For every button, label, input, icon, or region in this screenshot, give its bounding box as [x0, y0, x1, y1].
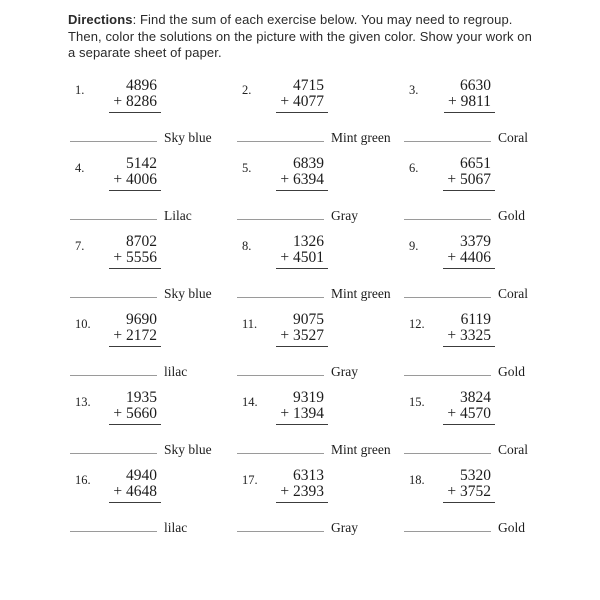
- addition-stack: [276, 390, 328, 425]
- addition-stack: [276, 312, 328, 347]
- color-label: Sky blue: [164, 285, 212, 301]
- exercise-number: 18.: [409, 472, 425, 487]
- answer-row: [232, 206, 399, 224]
- answer-row: [399, 284, 566, 302]
- answer-row: [232, 128, 399, 146]
- addend-bottom: + 2393: [276, 484, 328, 503]
- addition-stack: [109, 156, 161, 191]
- color-label: Coral: [498, 285, 528, 301]
- answer-row: [65, 518, 232, 536]
- addend-top: 3379: [460, 232, 491, 250]
- addition-stack: [109, 234, 161, 269]
- color-label: Gold: [498, 363, 525, 379]
- addend-top: 8702: [126, 232, 157, 250]
- color-label: lilac: [164, 363, 188, 379]
- exercise-problem: [65, 390, 161, 425]
- exercise-number: 16.: [75, 472, 91, 487]
- exercise: [399, 312, 566, 390]
- color-label: Sky blue: [164, 441, 212, 457]
- answer-row: [399, 362, 566, 380]
- addition-stack: [443, 468, 495, 503]
- addition-stack: [276, 234, 328, 269]
- answer-blank-line: [237, 362, 324, 376]
- answer-row: [65, 128, 232, 146]
- exercise-number: 3.: [409, 82, 419, 97]
- answer-blank-line: [70, 284, 157, 298]
- directions-line1: : Find the sum of each exercise below. You may need to regroup.: [132, 12, 513, 27]
- answer-row: [65, 284, 232, 302]
- addition-stack: [276, 78, 328, 113]
- addend-bottom: + 4006: [109, 172, 161, 191]
- addition-stack: [109, 468, 161, 503]
- exercise-problem: [65, 468, 161, 503]
- exercise-problem: [399, 156, 495, 191]
- answer-blank-line: [404, 206, 491, 220]
- exercise-problem: [232, 312, 328, 347]
- exercise: [232, 390, 399, 468]
- exercise-problem: [399, 312, 495, 347]
- addition-stack: [276, 468, 328, 503]
- addend-top: 3824: [460, 388, 491, 406]
- answer-blank-line: [70, 362, 157, 376]
- addend-bottom: + 9811: [444, 94, 495, 113]
- color-label: Lilac: [164, 207, 192, 223]
- addition-stack: [443, 234, 495, 269]
- exercise-problem: [65, 312, 161, 347]
- color-label: Coral: [498, 129, 528, 145]
- addend-bottom: + 2172: [109, 328, 161, 347]
- answer-blank-line: [237, 206, 324, 220]
- addend-bottom: + 4406: [443, 250, 495, 269]
- addend-bottom: + 3527: [276, 328, 328, 347]
- exercise-number: 6.: [409, 160, 419, 175]
- exercise: [65, 390, 232, 468]
- addend-bottom: + 1394: [276, 406, 328, 425]
- exercise-problem: [232, 468, 328, 503]
- answer-row: [65, 440, 232, 458]
- answer-row: [399, 518, 566, 536]
- exercise-problem: [65, 234, 161, 269]
- exercise: [399, 234, 566, 312]
- answer-blank-line: [404, 128, 491, 142]
- addend-top: 5142: [126, 154, 157, 172]
- exercise: [65, 468, 232, 546]
- answer-blank-line: [237, 128, 324, 142]
- addend-top: 1935: [126, 388, 157, 406]
- exercise: [232, 312, 399, 390]
- answer-row: [399, 440, 566, 458]
- addend-top: 4715: [293, 76, 324, 94]
- color-label: Coral: [498, 441, 528, 457]
- addition-stack: [443, 390, 495, 425]
- addend-bottom: + 4501: [276, 250, 328, 269]
- color-label: Gray: [331, 207, 358, 223]
- exercise: [65, 78, 232, 156]
- color-label: Gold: [498, 519, 525, 535]
- answer-blank-line: [70, 128, 157, 142]
- addend-bottom: + 8286: [109, 94, 161, 113]
- addend-top: 4940: [126, 466, 157, 484]
- answer-row: [399, 206, 566, 224]
- answer-row: [399, 128, 566, 146]
- exercise-problem: [65, 78, 161, 113]
- exercise-number: 10.: [75, 316, 91, 331]
- addend-top: 6630: [460, 76, 491, 94]
- exercise: [232, 468, 399, 546]
- exercise: [232, 234, 399, 312]
- exercise-problem: [399, 468, 495, 503]
- answer-blank-line: [237, 440, 324, 454]
- exercise: [232, 156, 399, 234]
- color-label: Gray: [331, 363, 358, 379]
- exercise: [65, 312, 232, 390]
- directions-paragraph: [0, 0, 554, 62]
- color-label: Mint green: [331, 285, 391, 301]
- addend-bottom: + 4648: [109, 484, 161, 503]
- addend-top: 9075: [293, 310, 324, 328]
- directions-label: Directions: [68, 12, 133, 27]
- addend-top: 4896: [126, 76, 157, 94]
- exercise: [65, 156, 232, 234]
- exercise-number: 11.: [242, 316, 258, 331]
- exercise-problem: [399, 78, 495, 113]
- addend-bottom: + 3752: [443, 484, 495, 503]
- addition-stack: [109, 78, 161, 113]
- color-label: Gray: [331, 519, 358, 535]
- addend-top: 6839: [293, 154, 324, 172]
- answer-blank-line: [70, 518, 157, 532]
- answer-row: [232, 284, 399, 302]
- answer-blank-line: [404, 362, 491, 376]
- color-label: lilac: [164, 519, 188, 535]
- addend-bottom: + 5660: [109, 406, 161, 425]
- addend-top: 9690: [126, 310, 157, 328]
- exercise-number: 13.: [75, 394, 91, 409]
- exercise-number: 9.: [409, 238, 419, 253]
- addition-stack: [444, 78, 495, 113]
- answer-blank-line: [404, 440, 491, 454]
- addend-bottom: + 5067: [443, 172, 495, 191]
- exercise-number: 14.: [242, 394, 258, 409]
- exercise-number: 15.: [409, 394, 425, 409]
- answer-blank-line: [237, 284, 324, 298]
- answer-blank-line: [70, 440, 157, 454]
- answer-row: [65, 362, 232, 380]
- exercise: [232, 78, 399, 156]
- exercise-problem: [399, 390, 495, 425]
- exercise-problem: [232, 156, 328, 191]
- addend-top: 1326: [293, 232, 324, 250]
- exercise: [399, 156, 566, 234]
- addend-bottom: + 4077: [276, 94, 328, 113]
- exercise-number: 2.: [242, 82, 252, 97]
- addend-top: 6651: [460, 154, 491, 172]
- addend-top: 6119: [460, 310, 491, 328]
- exercise-problem: [65, 156, 161, 191]
- exercise: [399, 390, 566, 468]
- exercise: [399, 78, 566, 156]
- answer-blank-line: [404, 284, 491, 298]
- exercise-grid: [65, 78, 600, 546]
- exercise: [65, 234, 232, 312]
- answer-row: [65, 206, 232, 224]
- color-label: Mint green: [331, 441, 391, 457]
- directions-line3: a separate sheet of paper.: [68, 45, 222, 60]
- addend-top: 6313: [293, 466, 324, 484]
- addition-stack: [109, 312, 161, 347]
- answer-blank-line: [70, 206, 157, 220]
- addend-bottom: + 5556: [109, 250, 161, 269]
- answer-row: [232, 518, 399, 536]
- answer-row: [232, 362, 399, 380]
- addend-bottom: + 3325: [443, 328, 495, 347]
- addition-stack: [443, 312, 495, 347]
- exercise-number: 1.: [75, 82, 85, 97]
- exercise-number: 12.: [409, 316, 425, 331]
- answer-blank-line: [237, 518, 324, 532]
- addend-top: 5320: [460, 466, 491, 484]
- color-label: Sky blue: [164, 129, 212, 145]
- exercise-number: 8.: [242, 238, 252, 253]
- addend-top: 9319: [293, 388, 324, 406]
- addition-stack: [443, 156, 495, 191]
- answer-row: [232, 440, 399, 458]
- addend-bottom: + 6394: [276, 172, 328, 191]
- exercise-number: 5.: [242, 160, 252, 175]
- exercise-number: 4.: [75, 160, 85, 175]
- color-label: Gold: [498, 207, 525, 223]
- exercise-problem: [232, 390, 328, 425]
- exercise-number: 7.: [75, 238, 85, 253]
- exercise-problem: [232, 234, 328, 269]
- answer-blank-line: [404, 518, 491, 532]
- exercise-number: 17.: [242, 472, 258, 487]
- exercise-problem: [399, 234, 495, 269]
- exercise-problem: [232, 78, 328, 113]
- addition-stack: [276, 156, 328, 191]
- directions-line2: Then, color the solutions on the picture with the given color. Show your work on: [68, 28, 532, 44]
- addend-bottom: + 4570: [443, 406, 495, 425]
- addition-stack: [109, 390, 161, 425]
- exercise: [399, 468, 566, 546]
- color-label: Mint green: [331, 129, 391, 145]
